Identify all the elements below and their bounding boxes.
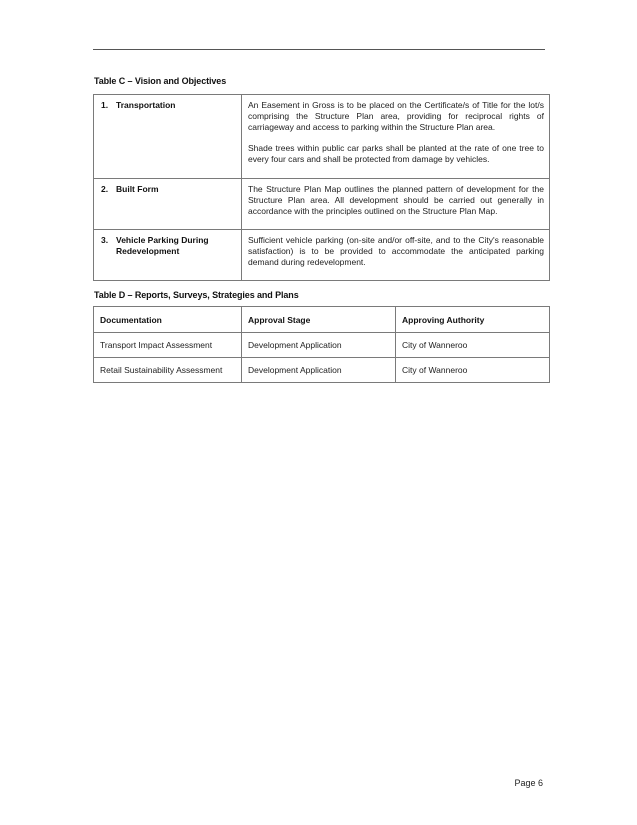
vision-objectives-table bbox=[93, 94, 550, 281]
column-header-approving-authority: Approving Authority bbox=[396, 307, 550, 333]
row-label-cell bbox=[94, 230, 242, 281]
table-row bbox=[94, 179, 550, 230]
table-cell: Development Application bbox=[242, 333, 396, 358]
table-cell: City of Wanneroo bbox=[396, 333, 550, 358]
row-text-cell bbox=[242, 95, 550, 179]
row-text-cell bbox=[242, 179, 550, 230]
row-label: Transportation bbox=[116, 100, 176, 110]
row-label-cell bbox=[94, 179, 242, 230]
page-number: Page 6 bbox=[514, 778, 543, 788]
table-cell: Development Application bbox=[242, 358, 396, 383]
table-row bbox=[94, 358, 550, 383]
row-number: 1. bbox=[101, 100, 109, 110]
table-cell: Retail Sustainability Assessment bbox=[94, 358, 242, 383]
row-paragraph: An Easement in Gross is to be placed on the Certificate/s of Title for the lot/s comprising the Structure Plan area, providing for reciprocal rights of carriageway and access to parking within the Structure Plan area. bbox=[248, 100, 544, 132]
table-cell: City of Wanneroo bbox=[396, 358, 550, 383]
table-header-row bbox=[94, 307, 550, 333]
table-d-caption: Table D – Reports, Surveys, Strategies and Plans bbox=[94, 290, 299, 300]
reports-plans-table bbox=[93, 306, 550, 383]
row-label: Vehicle Parking During Redevelopment bbox=[116, 235, 209, 256]
header-rule bbox=[93, 49, 545, 50]
row-paragraph: Shade trees within public car parks shall be planted at the rate of one tree to every four cars and shall be protected from damage by vehicles. bbox=[248, 143, 544, 164]
table-c-caption: Table C – Vision and Objectives bbox=[94, 76, 227, 86]
table-row bbox=[94, 95, 550, 179]
table-cell: Transport Impact Assessment bbox=[94, 333, 242, 358]
row-paragraph: The Structure Plan Map outlines the planned pattern of development for the Structure Plan area. All development should be carried out generally in accordance with the principles outlined on the Structure Plan Map. bbox=[248, 184, 544, 216]
row-number: 3. bbox=[101, 235, 109, 245]
row-text-cell bbox=[242, 230, 550, 281]
column-header-documentation: Documentation bbox=[94, 307, 242, 333]
column-header-approval-stage: Approval Stage bbox=[242, 307, 396, 333]
table-row bbox=[94, 230, 550, 281]
row-paragraph: Sufficient vehicle parking (on-site and/or off-site, and to the City's reasonable satisfaction) is to be provided to accommodate the anticipated parking demand during redevelopment. bbox=[248, 235, 544, 267]
row-label-cell bbox=[94, 95, 242, 179]
row-label: Built Form bbox=[116, 184, 159, 194]
table-row bbox=[94, 333, 550, 358]
row-number: 2. bbox=[101, 184, 109, 194]
